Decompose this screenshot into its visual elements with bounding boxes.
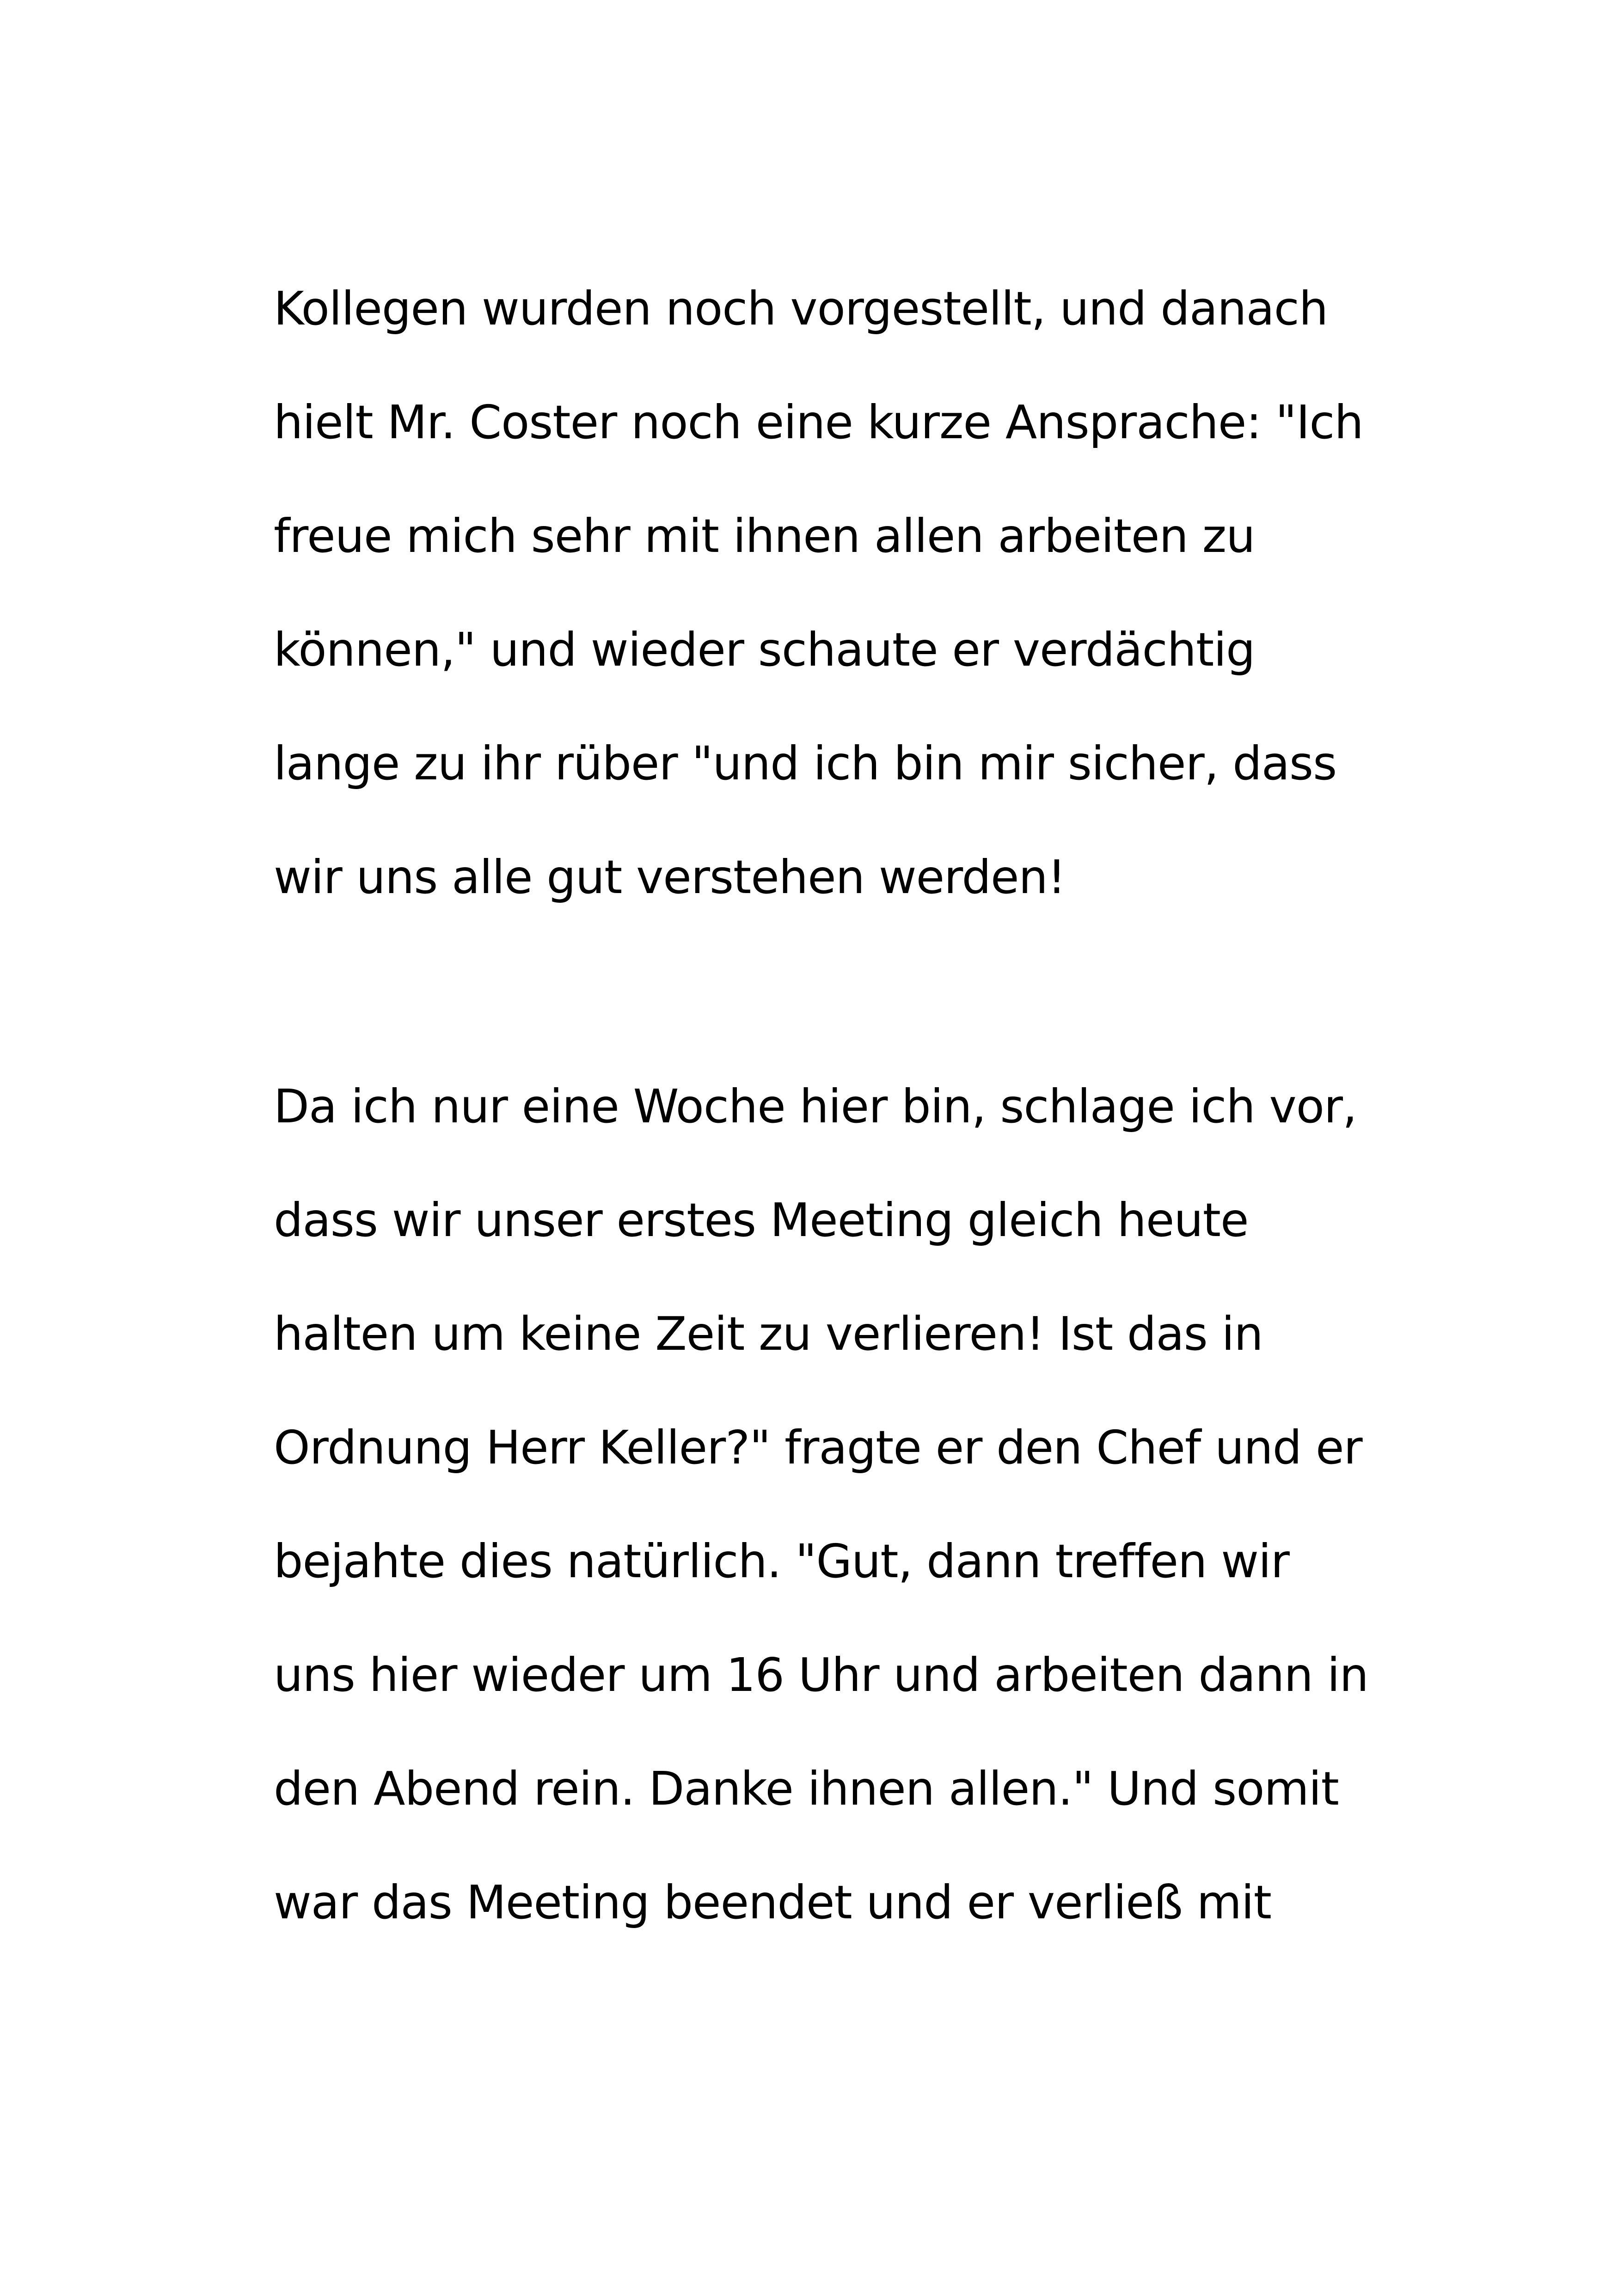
text-line: können," und wieder schaute er verdächtig — [274, 623, 1255, 677]
text-line: war das Meeting beendet und er verließ mit — [274, 1875, 1271, 1929]
text-line: Ordnung Herr Keller?" fragte er den Chef und er — [274, 1420, 1362, 1475]
text-line: uns hier wieder um 16 Uhr und arbeiten dann in — [274, 1648, 1368, 1702]
text-line: bejahte dies natürlich. "Gut, dann treffen wir — [274, 1534, 1289, 1588]
text-line: Da ich nur eine Woche hier bin, schlage ich vor, — [274, 1079, 1357, 1133]
paragraph-1 — [274, 252, 1392, 934]
text-line: halten um keine Zeit zu verlieren! Ist das in — [274, 1307, 1263, 1361]
paragraph-2 — [274, 1050, 1392, 1959]
text-line: den Abend rein. Danke ihnen allen." Und somit — [274, 1762, 1339, 1816]
text-line: hielt Mr. Coster noch eine kurze Ansprache: "Ich — [274, 395, 1363, 449]
text-line: freue mich sehr mit ihnen allen arbeiten zu — [274, 509, 1255, 563]
text-line: dass wir unser erstes Meeting gleich heute — [274, 1193, 1249, 1247]
text-line: lange zu ihr rüber "und ich bin mir sicher, dass — [274, 736, 1337, 790]
text-line: wir uns alle gut verstehen werden! — [274, 850, 1066, 904]
text-line: Kollegen wurden noch vorgestellt, und danach — [274, 282, 1328, 336]
